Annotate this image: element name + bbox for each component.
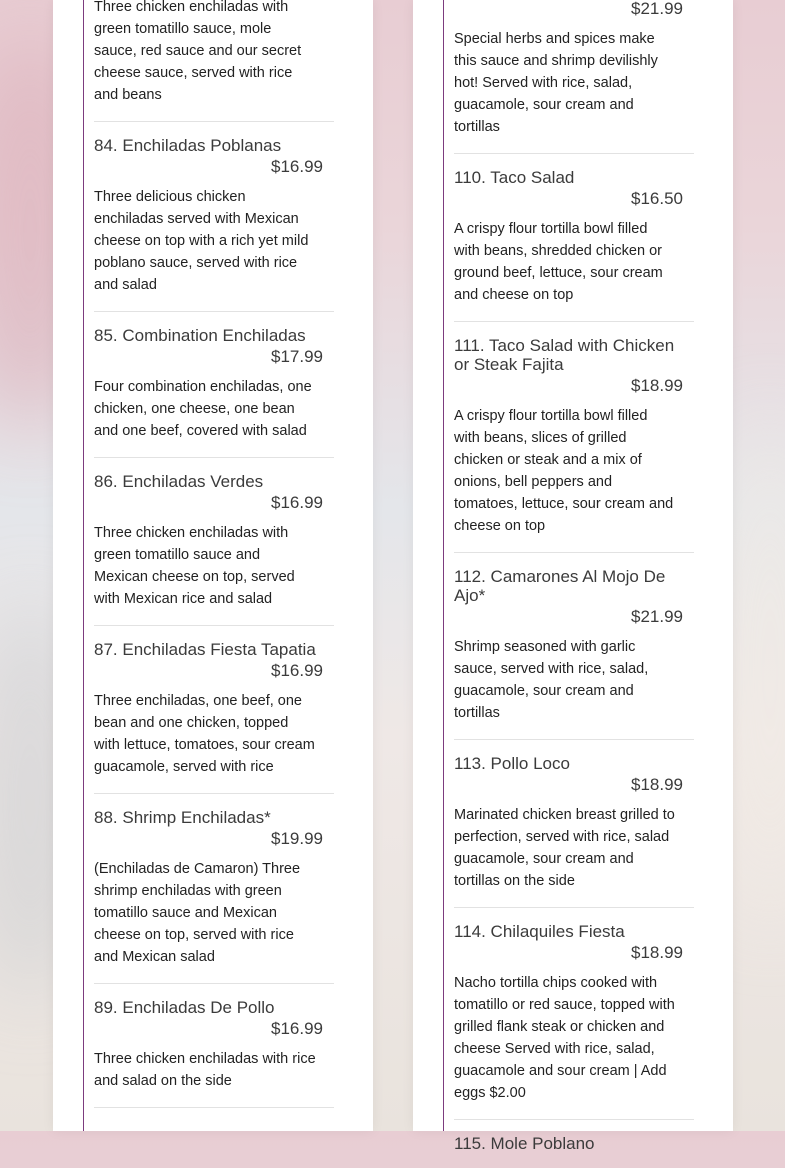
item-description: Three delicious chicken enchiladas served with Mexican cheese on top with a rich yet mild poblano sauce, served with rice and salad: [94, 189, 309, 293]
item-price: $16.99: [271, 661, 323, 680]
menu-item[interactable]: [94, 312, 334, 458]
menu-item[interactable]: [94, 458, 334, 626]
item-name: 111. Taco Salad with Chicken or Steak Fajita: [454, 336, 675, 374]
menu-item[interactable]: [94, 794, 334, 984]
item-description: Shrimp seasoned with garlic sauce, served with rice, salad, guacamole, sour cream and tortillas: [454, 639, 649, 721]
item-name: 115. Mole Poblano: [454, 1134, 595, 1153]
menu-item[interactable]: [94, 122, 334, 312]
menu-item-partial: [454, 0, 694, 154]
item-description: Three chicken enchiladas with green tomatillo sauce and Mexican cheese on top, served with Mexican rice and salad: [94, 525, 295, 607]
item-description: Nacho tortilla chips cooked with tomatillo or red sauce, topped with grilled flank steak or chicken and cheese Served with rice, salad, guacamole and sour cream | Add eggs $2.00: [454, 975, 675, 1101]
menu-item[interactable]: [454, 1120, 694, 1168]
menu-item[interactable]: [454, 322, 694, 553]
menu-column-left: [83, 0, 343, 1131]
item-description: (Enchiladas de Camaron) Three shrimp enchiladas with green tomatillo sauce and Mexican cheese on top, served with rice and Mexican salad: [94, 861, 301, 965]
item-price: $16.50: [631, 189, 683, 208]
item-name: 84. Enchiladas Poblanas: [94, 136, 282, 155]
item-price: $16.99: [271, 493, 323, 512]
menu-item[interactable]: [94, 626, 334, 794]
item-price: $19.99: [271, 829, 323, 848]
item-price: $21.99: [631, 607, 683, 626]
item-price: $16.99: [271, 157, 323, 176]
menu-item[interactable]: [94, 984, 334, 1108]
item-price: $18.99: [631, 943, 683, 962]
item-name: 86. Enchiladas Verdes: [94, 472, 264, 491]
item-name: 89. Enchiladas De Pollo: [94, 998, 275, 1017]
item-description: Special herbs and spices make this sauce and shrimp devilishly hot! Served with rice, salad, guacamole, sour cream and tortillas: [454, 31, 658, 135]
menu-item[interactable]: [454, 908, 694, 1120]
item-name: 87. Enchiladas Fiesta Tapatia: [94, 640, 316, 659]
item-price: $21.99: [631, 0, 683, 18]
item-description: Four combination enchiladas, one chicken, one cheese, one bean and one beef, covered with salad: [94, 379, 312, 439]
item-description: Marinated chicken breast grilled to perfection, served with rice, salad guacamole, sour cream and tortillas on the side: [454, 807, 675, 889]
menu-item-partial: [94, 0, 334, 122]
item-price: $17.99: [271, 347, 323, 366]
menu-item[interactable]: [454, 740, 694, 908]
item-description: A crispy flour tortilla bowl filled with beans, slices of grilled chicken or steak and a mix of onions, bell peppers and tomatoes, lettuce, sour cream and cheese on top: [454, 408, 674, 534]
item-name: 85. Combination Enchiladas: [94, 326, 306, 345]
item-description: A crispy flour tortilla bowl filled with beans, shredded chicken or ground beef, lettuce, sour cream and cheese on top: [454, 221, 663, 303]
item-name: 88. Shrimp Enchiladas*: [94, 808, 271, 827]
menu-column-right: [443, 0, 703, 1153]
item-name: 112. Camarones Al Mojo De Ajo*: [454, 567, 666, 605]
menu-item[interactable]: [454, 553, 694, 740]
item-name: 110. Taco Salad: [454, 168, 575, 187]
item-name: 114. Chilaquiles Fiesta: [454, 922, 625, 941]
item-name: 113. Pollo Loco: [454, 754, 570, 773]
item-description: Three chicken enchiladas with rice and salad on the side: [94, 1051, 316, 1089]
item-price: $18.99: [631, 376, 683, 395]
item-description: Three chicken enchiladas with green tomatillo sauce, mole sauce, red sauce and our secret cheese sauce, served with rice and beans: [94, 0, 302, 103]
item-price: $18.99: [631, 775, 683, 794]
item-description: Three enchiladas, one beef, one bean and one chicken, topped with lettuce, tomatoes, sour cream guacamole, served with rice: [94, 693, 315, 775]
item-price: $16.99: [271, 1019, 323, 1038]
menu-item[interactable]: [454, 154, 694, 322]
